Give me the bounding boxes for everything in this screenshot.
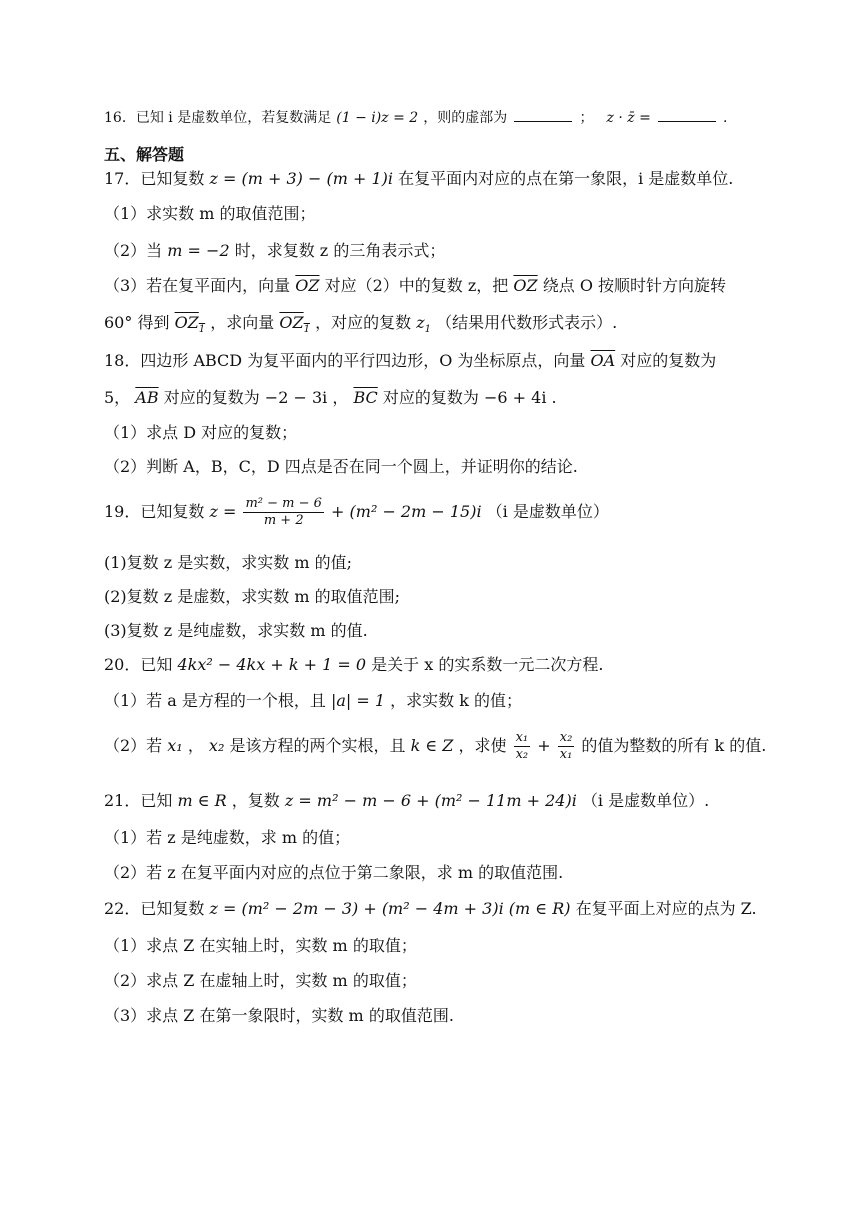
q17-vector-oz1: $OZ_1$ — [174, 313, 206, 336]
q17-p3-a: （3）若在复平面内，向量 — [104, 276, 291, 295]
q21-stem-b: ，复数 — [231, 791, 280, 810]
q17-part-1: （1）求实数 m 的取值范围； — [104, 204, 316, 223]
q16-blank-2[interactable] — [658, 107, 716, 122]
question-18-line-2 — [104, 387, 557, 409]
q20-fraction-1 — [514, 730, 531, 763]
q22-equation: z = (m² − 2m − 3) + (m² − 4m + 3)i (m ∈ R) — [209, 899, 571, 918]
q21-equation: z = m² − m − 6 + (m² − 11m + 24)i — [284, 791, 577, 810]
q19-numerator: m² − m − 6 — [245, 496, 322, 511]
q17-p2-eq: m = −2 — [167, 241, 230, 260]
q21-part-1: （1）若 z 是纯虚数，求 m 的值； — [104, 828, 351, 847]
q18-l2-a: 5， — [104, 388, 131, 407]
q18-l2-b: 对应的复数为 — [163, 388, 260, 407]
q18-vector-bc: $\overline{BC}$ — [353, 388, 378, 407]
q18-l2-e: . — [551, 388, 557, 407]
q16-equation: (1 − i)z = 2 — [336, 110, 419, 126]
q20-p2-a: （2）若 — [104, 736, 163, 755]
q19-stem-b: （i 是虚数单位） — [486, 502, 609, 521]
q20-equation: 4kx² − 4kx + k + 1 = 0 — [177, 655, 367, 674]
q16-prefix: 16．已知 i 是虚数单位，若复数满足 — [104, 110, 332, 126]
q17-vector-oz: $\overline{OZ}$ — [295, 276, 320, 295]
q20-p2-b: 是该方程的两个实根，且 — [229, 736, 406, 755]
q19-fraction — [243, 496, 323, 529]
q17-z1: $z_1$ — [416, 313, 431, 336]
q22-part-3: （3）求点 Z 在第一象限时，实数 m 的取值范围. — [104, 1006, 454, 1025]
q18-stem-b: 对应的复数为 — [620, 351, 717, 370]
q17-part-3-line-1 — [104, 275, 726, 297]
q20-k-in-z: k ∈ Z — [410, 736, 454, 755]
q20-fraction-2 — [558, 730, 575, 763]
q21-stem-c: （i 是虚数单位）. — [581, 791, 710, 810]
q20-x2: x₂ — [208, 736, 225, 755]
q17-p2-a: （2）当 — [104, 241, 163, 260]
q20-f1-denominator: x₂ — [515, 747, 529, 762]
q18-l2-d: 对应的复数为 — [382, 388, 479, 407]
q21-part-2: （2）若 z 在复平面内对应的点位于第二象限，求 m 的取值范围. — [104, 863, 564, 882]
q22-stem-b: 在复平面上对应的点为 Z. — [575, 899, 757, 918]
q17-p2-b: 时，求复数 z 的三角表示式； — [234, 241, 446, 260]
q17-stem-b: 在复平面内对应的点在第一象限，i 是虚数单位. — [398, 169, 734, 188]
q20-plus: + — [537, 736, 551, 755]
q19-denominator: m + 2 — [263, 513, 304, 528]
q19-stem-a: 19．已知复数 — [104, 502, 205, 521]
q17-vector-oz1-2: $OZ_1$ — [279, 313, 310, 336]
q17-p3-g: ，对应的复数 — [315, 313, 412, 332]
q19-z-eq: z = — [209, 502, 237, 521]
q21-stem-a: 21．已知 — [104, 791, 173, 810]
q18-vector-ab: $\overline{AB}$ — [135, 388, 159, 407]
q20-x1: x₁ — [167, 736, 183, 755]
q18-value-1: −2 − 3i — [264, 388, 328, 407]
q20-f2-numerator: x₂ — [559, 730, 573, 745]
q22-part-2: （2）求点 Z 在虚轴上时，实数 m 的取值； — [104, 971, 417, 990]
q16-mid: ，则的虚部为 — [423, 110, 508, 126]
question-22-stem — [104, 898, 757, 920]
q16-sep: ； — [579, 110, 594, 126]
q20-p1-b: ，求实数 k 的值； — [390, 691, 523, 710]
q17-p3-d: 60° — [104, 313, 133, 332]
q20-f2-denominator: x₁ — [559, 747, 573, 762]
q18-vector-oa: $\overline{OA}$ — [590, 351, 616, 370]
q20-p2-d: 的值为整数的所有 k 的值. — [581, 736, 767, 755]
question-21-stem — [104, 790, 709, 812]
q17-p3-b: 对应（2）中的复数 z，把 — [324, 276, 509, 295]
q17-vector-oz-2: $\overline{OZ}$ — [513, 276, 538, 295]
q18-stem-a: 18．四边形 ABCD 为复平面内的平行四边形，O 为坐标原点，向量 — [104, 351, 586, 370]
q20-p1-a: （1）若 a 是方程的一个根，且 — [104, 691, 326, 710]
q22-stem-a: 22．已知复数 — [104, 899, 205, 918]
q18-l2-c: ， — [332, 388, 349, 407]
question-18-stem — [104, 350, 716, 372]
q18-part-2: （2）判断 A，B，C，D 四点是否在同一个圆上，并证明你的结论. — [104, 457, 578, 476]
q17-part-2 — [104, 240, 445, 262]
question-20-stem — [104, 654, 603, 676]
q16-end: . — [723, 110, 728, 126]
section-title: 五、解答题 — [104, 145, 185, 164]
q17-p3-e: 得到 — [137, 313, 170, 332]
q19-imag: + (m² − 2m − 15)i — [331, 502, 482, 521]
q17-part-3-line-2 — [104, 312, 617, 341]
question-19-stem — [104, 496, 609, 529]
q20-f1-numerator: x₁ — [515, 730, 529, 745]
q20-p2-sep: ， — [187, 736, 204, 755]
q19-part-1: (1)复数 z 是实数，求实数 m 的值; — [104, 553, 353, 572]
q18-part-1: （1）求点 D 对应的复数； — [104, 423, 298, 442]
q16-blank-1[interactable] — [514, 107, 572, 122]
question-16 — [104, 106, 727, 129]
q20-part-2 — [104, 730, 766, 763]
q20-p2-c: ，求使 — [458, 736, 507, 755]
q17-p3-c: 绕点 O 按顺时针方向旋转 — [542, 276, 727, 295]
q17-stem-a: 17．已知复数 — [104, 169, 205, 188]
q17-p3-h: （结果用代数形式表示）. — [436, 313, 618, 332]
q20-p1-eq: |a| = 1 — [331, 691, 386, 710]
q16-conj: z · z̄ = — [606, 110, 651, 126]
q19-part-3: (3)复数 z 是纯虚数，求实数 m 的值. — [104, 621, 368, 640]
q20-stem-b: 是关于 x 的实系数一元二次方程. — [371, 655, 604, 674]
q20-part-1 — [104, 690, 522, 712]
q19-part-2: (2)复数 z 是虚数，求实数 m 的取值范围; — [104, 587, 401, 606]
q17-equation: z = (m + 3) − (m + 1)i — [209, 169, 393, 188]
q21-m-in-r: m ∈ R — [177, 791, 227, 810]
q17-p3-f: ，求向量 — [210, 313, 275, 332]
q20-stem-a: 20．已知 — [104, 655, 173, 674]
q18-value-2: −6 + 4i — [483, 388, 547, 407]
question-17-stem — [104, 168, 733, 190]
q22-part-1: （1）求点 Z 在实轴上时，实数 m 的取值； — [104, 936, 417, 955]
